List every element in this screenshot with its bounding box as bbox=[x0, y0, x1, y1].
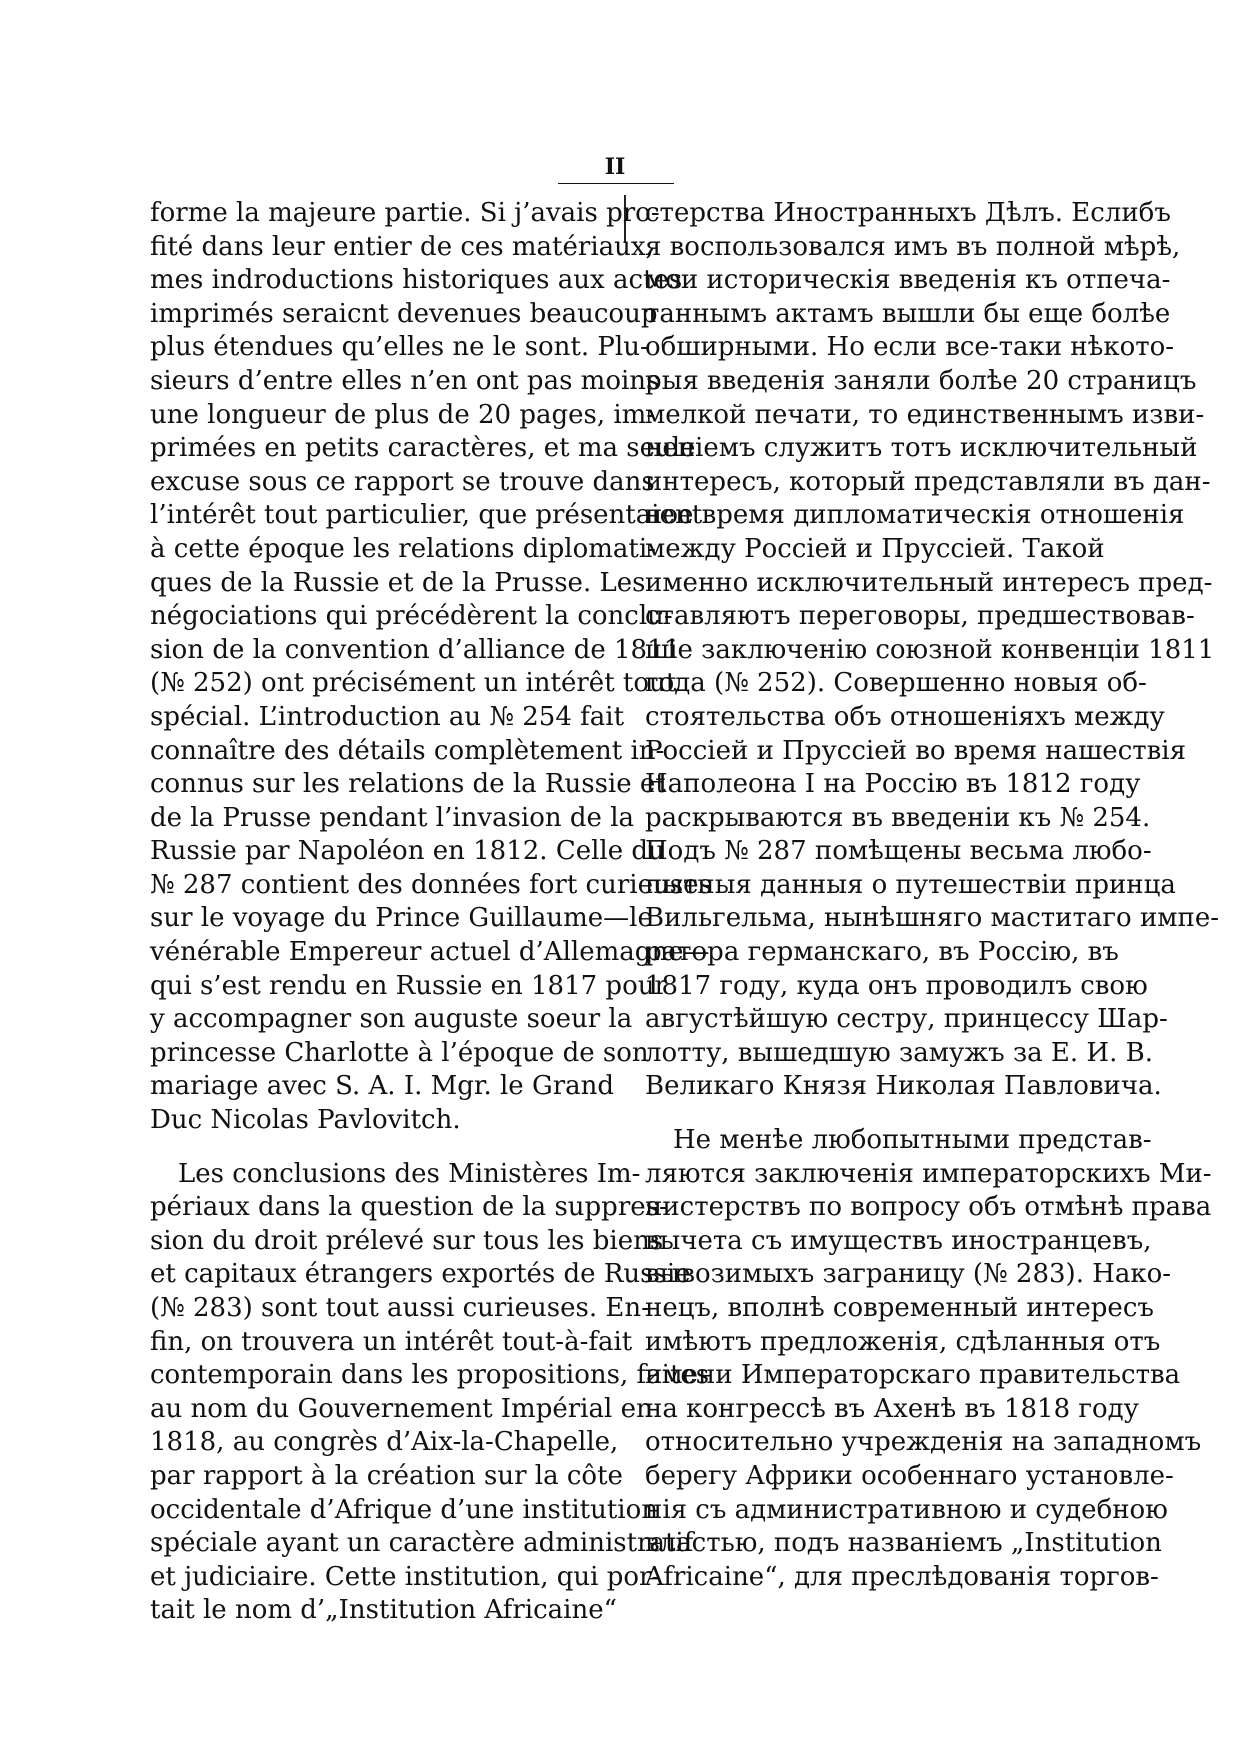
text-line: имѣютъ предложенія, сдѣланныя отъ bbox=[645, 1326, 1161, 1357]
text-line: ques de la Russie et de la Prusse. Les bbox=[150, 567, 646, 598]
text-line: contemporain dans les propositions, faites bbox=[150, 1360, 710, 1391]
text-line: неніемъ служитъ тотъ исключительный bbox=[645, 433, 1198, 464]
text-line: именно исключительный интересъ пред- bbox=[645, 567, 1213, 598]
right-column-para1 bbox=[645, 197, 1219, 1104]
text-line: Les conclusions des Ministères Im- bbox=[178, 1158, 641, 1189]
text-line: № 287 contient des données fort curieuses bbox=[150, 869, 712, 900]
text-line: относительно учрежденія на западномъ bbox=[645, 1427, 1202, 1458]
text-line: Africaine“, для преслѣдованія торгов- bbox=[645, 1561, 1159, 1592]
text-line: périaux dans la question de la suppres- bbox=[150, 1192, 668, 1223]
text-line: Не менѣе любопытными представ- bbox=[673, 1125, 1152, 1156]
text-line: sur le voyage du Prince Guillaume—le bbox=[150, 903, 653, 934]
text-line: раскрываются въ введеніи къ № 254. bbox=[645, 802, 1151, 833]
text-line: (№ 252) ont précisément un intérêt tout bbox=[150, 668, 677, 699]
text-line: négociations qui précédèrent la conclu- bbox=[150, 601, 673, 632]
text-line: imprimés seraicnt devenues beaucoup bbox=[150, 298, 658, 329]
text-line: l’intérêt tout particulier, que présentaient bbox=[150, 500, 703, 531]
paragraph-gap bbox=[150, 1138, 610, 1158]
text-line: forme la majeure partie. Si j’avais pro- bbox=[150, 198, 660, 228]
text-line: я воспользовался имъ въ полной мѣрѣ, bbox=[645, 231, 1181, 262]
text-line: connus sur les relations de la Russie et bbox=[150, 769, 666, 800]
text-line: 1817 году, куда онъ проводилъ свою bbox=[645, 970, 1148, 1001]
text-line: мелкой печати, то единственнымъ изви- bbox=[645, 399, 1205, 430]
text-line: vénérable Empereur actuel d’Allemagne— bbox=[150, 937, 710, 968]
text-line: между Россіей и Пруссіей. Такой bbox=[645, 533, 1105, 564]
page-number: II bbox=[604, 154, 626, 180]
text-line: шіе заключенію союзной конвенціи 1811 bbox=[645, 634, 1215, 665]
text-line: fin, on trouvera un intérêt tout-à-fait bbox=[150, 1326, 633, 1357]
text-line: spéciale ayant un caractère administratif bbox=[150, 1528, 694, 1559]
text-line: (№ 283) sont tout aussi curieuses. En- bbox=[150, 1293, 650, 1323]
text-line: Наполеона I на Россію въ 1812 году bbox=[645, 769, 1141, 800]
left-column-para2 bbox=[150, 1158, 710, 1628]
text-line: таннымъ актамъ вышли бы еще болѣе bbox=[645, 298, 1171, 329]
text-line: excuse sous ce rapport se trouve dans bbox=[150, 466, 655, 497]
text-line: имени Императорскаго правительства bbox=[645, 1360, 1181, 1391]
text-line: qui s’est rendu en Russie en 1817 pour bbox=[150, 970, 667, 1001]
text-line: et capitaux étrangers exportés de Russie bbox=[150, 1259, 691, 1290]
text-line: вычета съ имуществъ иностранцевъ, bbox=[645, 1225, 1152, 1256]
text-line: y accompagner son auguste soeur la bbox=[150, 1004, 633, 1035]
text-line: Duc Nicolas Pavlovitch. bbox=[150, 1105, 461, 1136]
text-line: пытныя данныя о путешествіи принца bbox=[645, 869, 1176, 900]
text-line: mes indroductions historiques aux actes bbox=[150, 265, 683, 296]
text-line: рыя введенія заняли болѣе 20 страницъ bbox=[645, 365, 1197, 396]
text-line: нія съ административною и судебною bbox=[645, 1494, 1168, 1525]
text-line: princesse Charlotte à l’époque de son bbox=[150, 1037, 649, 1068]
text-line: fité dans leur entier de ces matériaux, bbox=[150, 231, 654, 262]
text-line: Russie par Napoléon en 1812. Celle du bbox=[150, 836, 665, 867]
text-line: 1818, au congrès d’Aix-la-Chapelle, bbox=[150, 1427, 619, 1458]
text-line: ное время дипломатическія отношенія bbox=[645, 500, 1185, 531]
text-line: sieurs d’entre elles n’en ont pas moins bbox=[150, 365, 660, 396]
text-line: sion du droit prélevé sur tous les biens bbox=[150, 1225, 664, 1256]
text-line: à cette époque les relations diplomati- bbox=[150, 533, 656, 564]
text-line: de la Prusse pendant l’invasion de la bbox=[150, 802, 635, 833]
text-line: стерства Иностранныхъ Дѣлъ. Еслибъ bbox=[645, 198, 1171, 228]
text-line: tait le nom d’„Institution Africaine“ bbox=[150, 1595, 617, 1626]
text-line: une longueur de plus de 20 pages, im- bbox=[150, 399, 656, 430]
text-line: spécial. L’introduction au № 254 fait bbox=[150, 701, 625, 732]
text-line: et judiciaire. Cette institution, qui por- bbox=[150, 1561, 661, 1592]
text-line: лотту, вышедшую замужъ за Е. И. В. bbox=[645, 1037, 1153, 1068]
text-line: primées en petits caractères, et ma seule bbox=[150, 433, 696, 464]
left-column-para1 bbox=[150, 197, 712, 1138]
text-line: августѣйшую сестру, принцессу Шар- bbox=[645, 1004, 1168, 1035]
text-line: Великаго Князя Николая Павловича. bbox=[645, 1071, 1162, 1102]
text-line: стоятельства объ отношеніяхъ между bbox=[645, 701, 1165, 732]
text-line: властью, подъ названіемъ „Institution bbox=[645, 1528, 1162, 1559]
right-column-para2 bbox=[645, 1124, 1212, 1594]
text-line: mariage avec S. A. I. Mgr. le Grand bbox=[150, 1071, 615, 1102]
text-line: par rapport à la création sur la côte bbox=[150, 1460, 623, 1491]
header-rule bbox=[558, 183, 674, 184]
text-line: Россіей и Пруссіей во время нашествія bbox=[645, 735, 1186, 766]
text-line: обширными. Но если все-таки нѣкото- bbox=[645, 332, 1175, 363]
text-line: мои историческія введенія къ отпеча- bbox=[645, 265, 1171, 296]
text-line: connaître des détails complètement in- bbox=[150, 735, 665, 766]
text-line: sion de la convention d’alliance de 1811 bbox=[150, 634, 681, 665]
text-line: Вильгельма, нынѣшняго маститаго импе- bbox=[645, 903, 1219, 934]
text-line: occidentale d’Afrique d’une institution bbox=[150, 1494, 658, 1525]
text-line: интересъ, который представляли въ дан- bbox=[645, 466, 1211, 497]
text-line: года (№ 252). Совершенно новыя об- bbox=[645, 668, 1147, 699]
text-line: на конгрессѣ въ Ахенѣ въ 1818 году bbox=[645, 1393, 1139, 1424]
text-line: Подъ № 287 помѣщены весьма любо- bbox=[645, 836, 1152, 867]
text-line: ляются заключенія императорскихъ Ми- bbox=[645, 1158, 1212, 1189]
text-line: ратора германскаго, въ Россію, въ bbox=[645, 937, 1119, 968]
text-line: plus étendues qu’elles ne le sont. Plu- bbox=[150, 332, 649, 363]
text-line: берегу Африки особеннаго установле- bbox=[645, 1460, 1174, 1491]
paragraph-gap bbox=[645, 1104, 1103, 1124]
text-line: нистерствъ по вопросу объ отмѣнѣ права bbox=[645, 1192, 1212, 1223]
text-line: нецъ, вполнѣ современный интересъ bbox=[645, 1293, 1154, 1323]
text-line: вывозимыхъ заграницу (№ 283). Нако- bbox=[645, 1259, 1172, 1290]
right-column-russian bbox=[645, 197, 1219, 1594]
text-line: ставляютъ переговоры, предшествовав- bbox=[645, 601, 1195, 632]
text-line: au nom du Gouvernement Impérial en bbox=[150, 1393, 653, 1424]
left-column-french bbox=[150, 197, 712, 1628]
